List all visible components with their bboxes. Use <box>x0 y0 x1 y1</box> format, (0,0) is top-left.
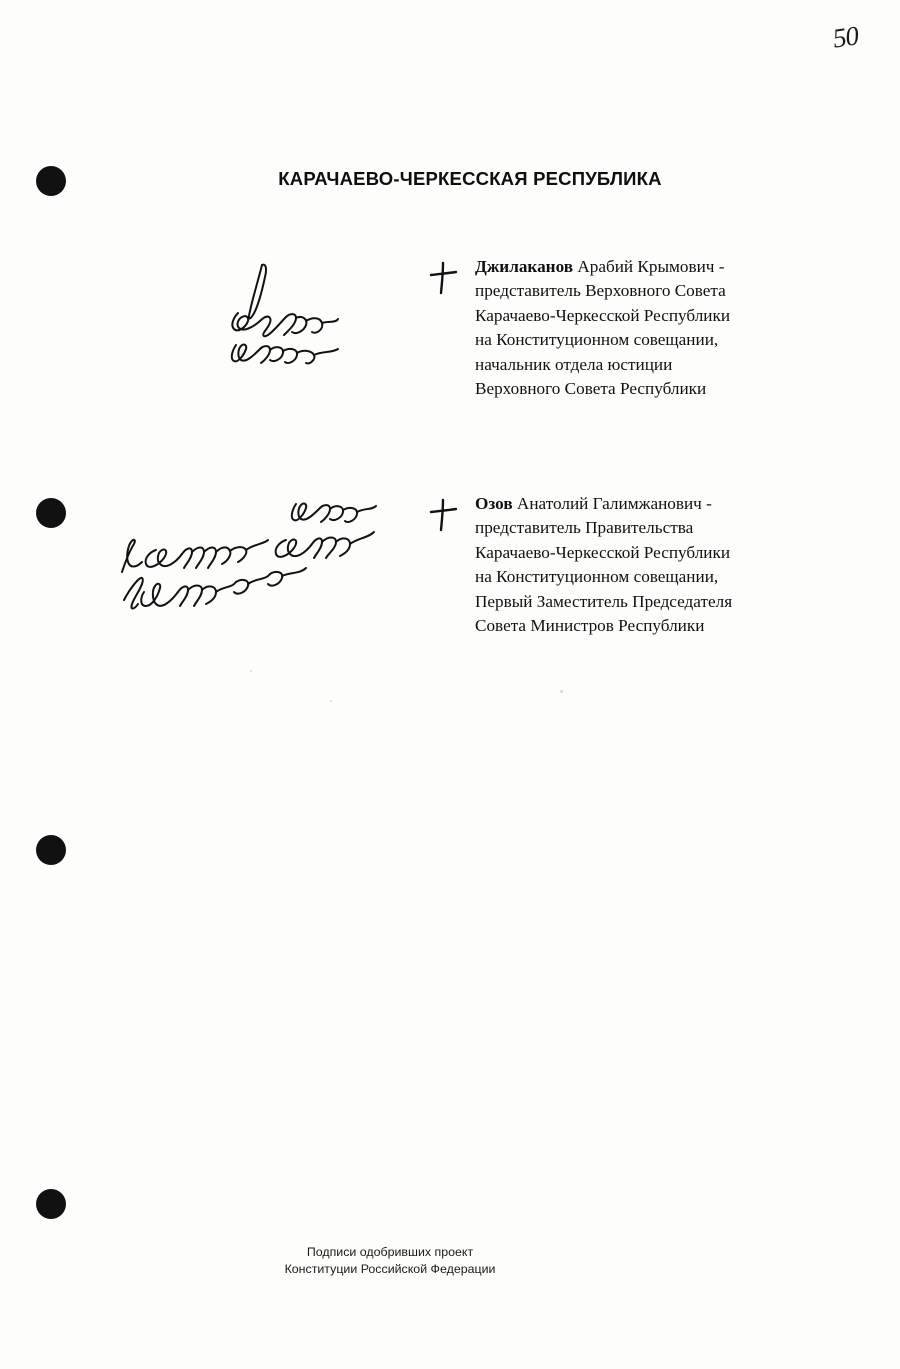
footer-line-2: Конституции Российской Федерации <box>284 1261 496 1276</box>
signatory-description-line: Верховного Совета Республики <box>475 379 707 399</box>
punch-hole <box>36 1189 66 1219</box>
handwritten-signature <box>110 255 420 375</box>
signatory-description-line: представитель Правительства <box>475 518 694 538</box>
signatory-description-line: Первый Заместитель Председателя <box>475 591 733 611</box>
signatory-given-names: Арабий Крымович - <box>577 257 725 276</box>
signatory-given-names: Анатолий Галимжанович - <box>516 494 712 513</box>
signatory-description-line: Совета Министров Республики <box>475 616 705 636</box>
signatory-text <box>475 255 835 402</box>
handwritten-signature <box>100 482 430 632</box>
page-number: 50 <box>830 20 860 54</box>
signatory-surname: Джилаканов <box>475 257 574 276</box>
page-footer <box>0 1244 900 1277</box>
signatory-description-line: на Конституционном совещании, <box>475 330 719 350</box>
signatory-description-line: Карачаево-Черкесской Республики <box>475 542 731 562</box>
scan-speckle <box>560 690 563 693</box>
signatory-surname: Озов <box>475 494 513 513</box>
signatory-entry <box>110 492 830 636</box>
footer-line-1: Подписи одобривших проект <box>306 1245 474 1259</box>
punch-hole <box>36 498 66 528</box>
cross-mark-icon <box>428 261 458 295</box>
signatory-description-line: на Конституционном совещании, <box>475 567 719 587</box>
signatory-description-line: представитель Верховного Совета <box>475 281 726 301</box>
signatory-text <box>475 492 835 639</box>
signatory-description-line: начальник отдела юстиции <box>475 354 673 374</box>
cross-mark-icon <box>428 498 458 532</box>
scan-speckle <box>330 700 332 702</box>
punch-hole <box>36 835 66 865</box>
signatory-entry <box>110 255 830 399</box>
scan-speckle <box>250 670 252 672</box>
page-title: КАРАЧАЕВО-ЧЕРКЕССКАЯ РЕСПУБЛИКА <box>278 168 662 189</box>
signatory-description-line: Карачаево-Черкесской Республики <box>475 305 731 325</box>
